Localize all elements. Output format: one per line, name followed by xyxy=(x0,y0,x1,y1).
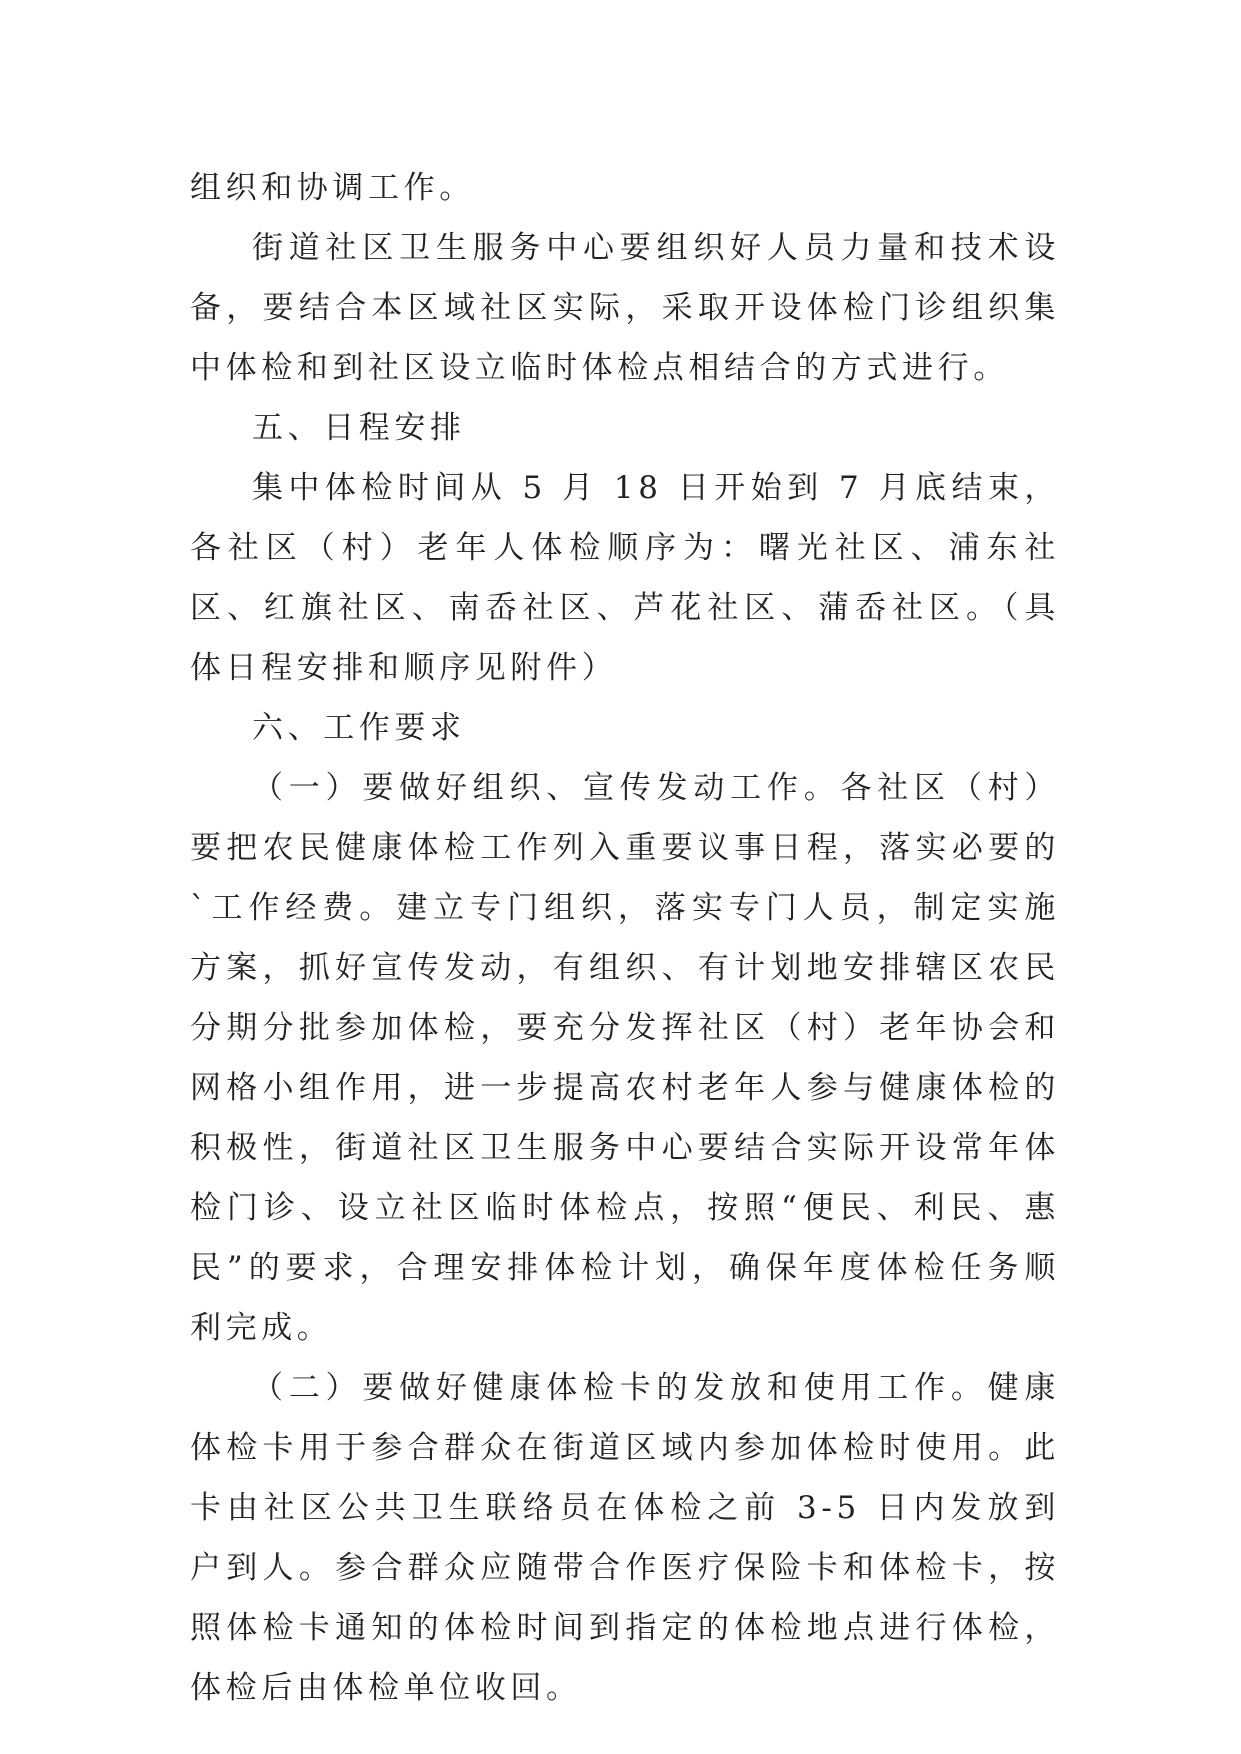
paragraph-requirement-1: （一）要做好组织、宣传发动工作。各社区（村）要把农民健康体检工作列入重要议事日程，落实必要的`工作经费。建立专门组织，落实专门人员，制定实施方案，抓好宣传发动，有组织、有计划地安排辖区农民分期分批参加体检，要充分发挥社区（村）老年协会和网格小组作用，进一步提高农村老年人参与健康体检的积极性，街道社区卫生服务中心要结合实际开设常年体检门诊、设立社区临时体检点，按照“便民、利民、惠民”的要求，合理安排体检计划，确保年度体检任务顺利完成。 xyxy=(190,770,1060,1346)
section-heading-requirements: 六、工作要求 xyxy=(252,710,466,746)
paragraph-service-center: 街道社区卫生服务中心要组织好人员力量和技术设备，要结合本区域社区实际，采取开设体检门诊组织集中体检和到社区设立临时体检点相结合的方式进行。 xyxy=(190,230,1060,386)
paragraph-continuation: 组织和协调工作。 xyxy=(190,170,475,206)
section-heading-schedule: 五、日程安排 xyxy=(252,410,466,446)
document-body xyxy=(190,158,1060,1718)
paragraph-schedule: 集中体检时间从 5 月 18 日开始到 7 月底结束，各社区（村）老年人体检顺序为：曙光社区、浦东社区、红旗社区、南岙社区、芦花社区、蒲岙社区。（具体日程安排和顺序见附件） xyxy=(190,470,1060,686)
paragraph-requirement-2: （二）要做好健康体检卡的发放和使用工作。健康体检卡用于参合群众在街道区域内参加体检时使用。此卡由社区公共卫生联络员在体检之前 3-5 日内发放到户到人。参合群众应随带合作医疗保险卡和体检卡，按照体检卡通知的体检时间到指定的体检地点进行体检，体检后由体检单位收回。 xyxy=(190,1370,1060,1706)
